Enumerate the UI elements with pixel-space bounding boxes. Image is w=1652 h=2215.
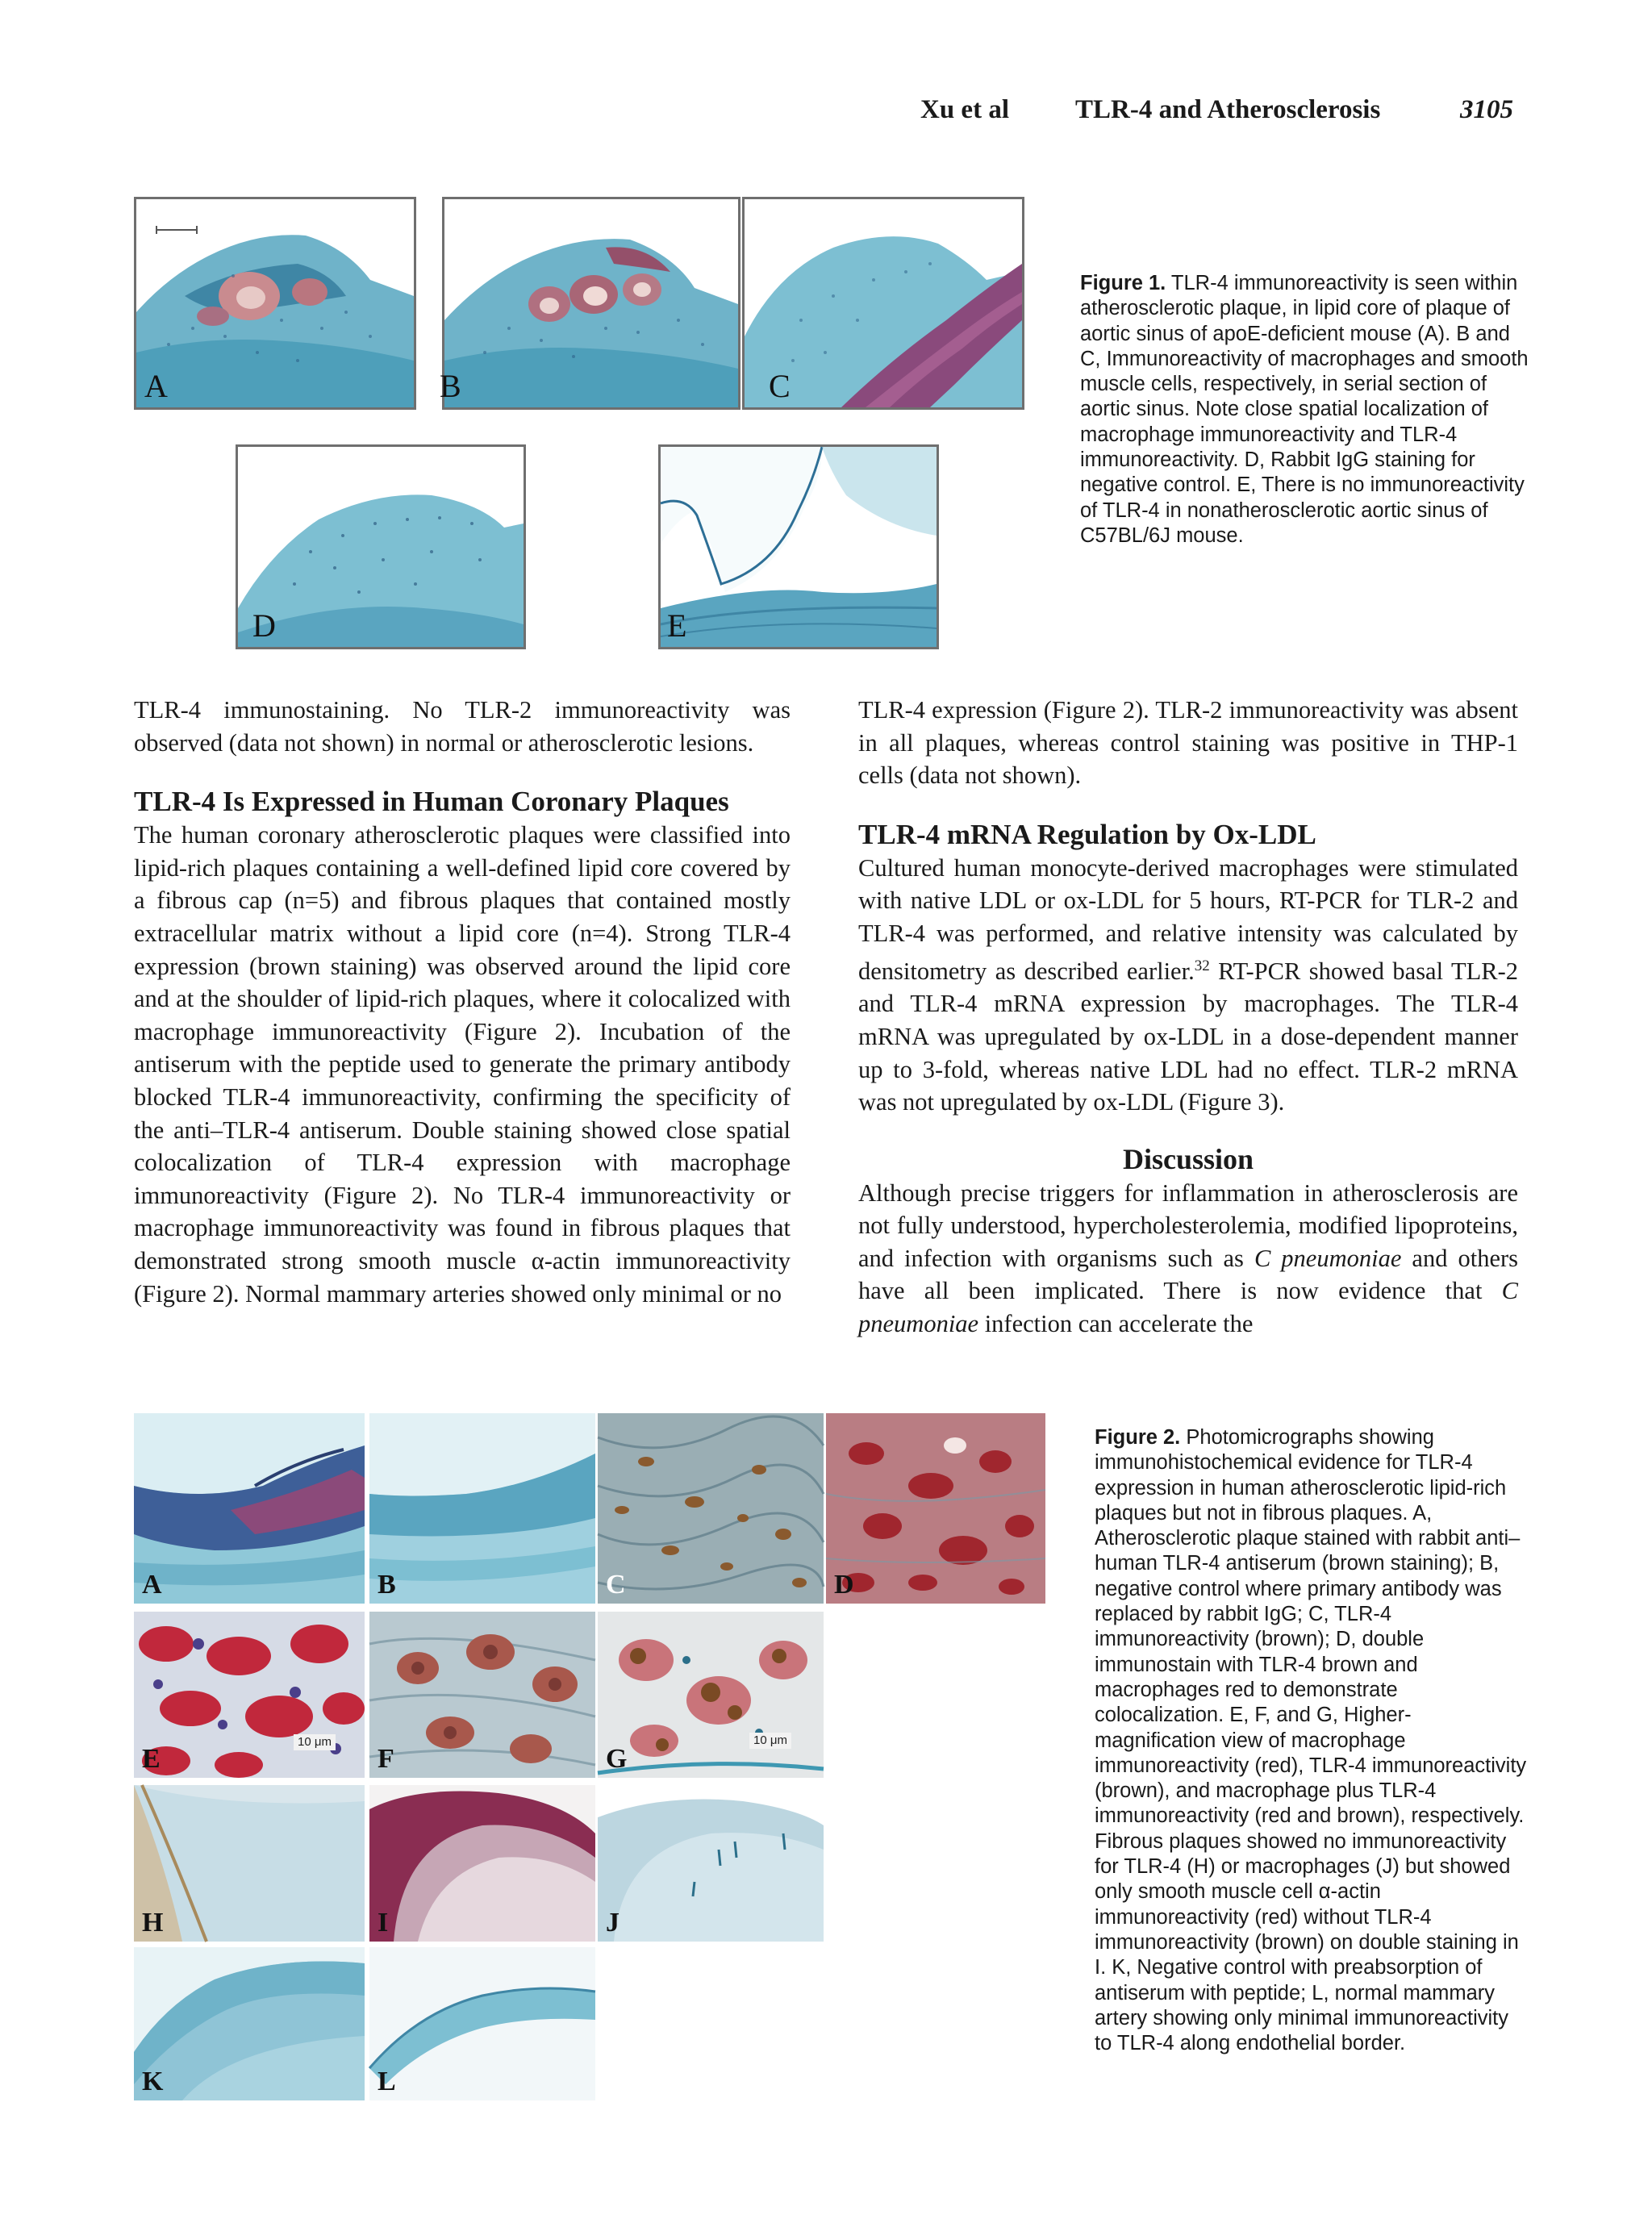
micrograph-image <box>369 1612 595 1778</box>
micrograph-image <box>134 1947 365 2100</box>
figure-2-panel-l <box>369 1947 595 2100</box>
running-header-authors: Xu et al <box>920 95 1009 124</box>
figure-1-panel-b <box>442 197 740 410</box>
figure-2-panel-d <box>826 1413 1045 1604</box>
caption-title: Figure 2. <box>1095 1426 1181 1449</box>
panel-label: D <box>252 607 276 644</box>
panel-label: D <box>834 1570 854 1600</box>
micrograph-image <box>598 1612 824 1778</box>
page-number: 3105 <box>1460 95 1513 124</box>
paragraph-text: infection can accelerate the <box>978 1310 1254 1338</box>
figure-2-panel-e <box>134 1612 365 1778</box>
panel-label: H <box>142 1908 164 1938</box>
scale-bar: 10 μm <box>749 1733 791 1749</box>
panel-label: K <box>142 2067 164 2096</box>
figure-2-panel-h <box>134 1785 365 1942</box>
panel-label: G <box>606 1744 628 1774</box>
figure-2-panel-j <box>598 1785 824 1942</box>
paragraph: TLR-4 immunostaining. No TLR-2 immunoreactivity was observed (data not shown) in normal or atherosclerotic lesions. <box>134 696 791 757</box>
paragraph: TLR-4 expression (Figure 2). TLR-2 immunoreactivity was absent in all plaques, whereas control staining was positive in THP-1 cells (data not shown). <box>858 696 1518 790</box>
panel-label: E <box>142 1744 161 1774</box>
figure-1-panel-d <box>236 444 526 649</box>
micrograph-image <box>369 1947 595 2100</box>
micrograph-image <box>598 1413 824 1604</box>
figure-1-panel-c <box>742 197 1024 410</box>
paragraph <box>858 852 1518 1119</box>
paragraph-text: Although precise triggers for inflammation in atherosclerosis are not fully understood, hypercholesterolemia, modified lipoproteins, and infection with organisms such as <box>858 1178 1518 1272</box>
panel-label: F <box>378 1744 394 1774</box>
figure-1-panel-a <box>134 197 416 410</box>
italic-organism: C pneumoniae <box>1254 1244 1402 1272</box>
right-column <box>858 694 1518 1341</box>
paragraph <box>858 1177 1518 1341</box>
figure-1-caption <box>1080 271 1532 549</box>
paragraph: The human coronary atherosclerotic plaques were classified into lipid-rich plaques containing a well-defined lipid core covered by a fibrous cap (n=5) and fibrous plaques that contained mostly extracellular matrix without a lipid core (n=4). Strong TLR-4 expression (brown staining) was observed around the lipid core and at the shoulder of lipid-rich plaques, where it colocalized with macrophage immunoreactivity (Figure 2). Incubation of the antiserum with the peptide used to generate the primary antibody blocked TLR-4 immunoreactivity, confirming the specificity of the anti–TLR-4 antiserum. Double staining showed close spatial colocalization of TLR-4 expression with macrophage immunoreactivity (Figure 2). No TLR-4 immunoreactivity or macrophage immunoreactivity was found in fibrous plaques that demonstrated strong smooth muscle α-actin immunoreactivity (Figure 2). Normal mammary arteries showed only minimal or no <box>134 821 791 1308</box>
micrograph-image <box>238 447 524 647</box>
figure-2-panel-b <box>369 1413 595 1604</box>
panel-label: A <box>142 1570 162 1600</box>
section-heading: TLR-4 mRNA Regulation by Ox-LDL <box>858 818 1316 850</box>
panel-label: I <box>378 1908 389 1938</box>
panel-label: L <box>378 2067 396 2096</box>
figure-2-panel-a <box>134 1413 365 1604</box>
panel-label: B <box>440 368 461 404</box>
panel-label: E <box>667 607 687 644</box>
figure-2-panel-k <box>134 1947 365 2100</box>
micrograph-image <box>134 1785 365 1942</box>
section-heading: TLR-4 Is Expressed in Human Coronary Plaques <box>134 786 729 818</box>
micrograph-image <box>369 1785 595 1942</box>
paragraph-text: Cultured human monocyte-derived macrophages were stimulated with native LDL or ox-LDL for 5 hours, RT-PCR for TLR-2 and TLR-4 was performed, and relative intensity was calculated by densitometry as described earlier. <box>858 853 1518 985</box>
paragraph-text: RT-PCR showed basal TLR-2 and TLR-4 mRNA expression by macrophages. The TLR-4 mRNA was upregulated by ox-LDL in a dose-dependent manner up to 3-fold, whereas native LDL had no effect. TLR-2 mRNA was not upregulated by ox-LDL (Figure 3). <box>858 957 1518 1116</box>
running-header-title: TLR-4 and Atherosclerosis <box>1075 95 1381 124</box>
micrograph-image <box>134 1612 365 1778</box>
panel-label: C <box>769 368 791 404</box>
discussion-heading: Discussion <box>1122 1142 1254 1175</box>
reference-superscript: 32 <box>1194 957 1210 974</box>
micrograph-image <box>136 199 414 407</box>
figure-2-panel-g <box>598 1612 824 1778</box>
caption-text: Photomicrographs showing immunohistochemical evidence for TLR-4 expression in human atherosclerotic lipid-rich plaques but not in fibrous plaques. A, Atherosclerotic plaque stained with rabbit anti–human TLR-4 antiserum (brown staining); B, negative control where primary antibody was replaced by rabbit IgG; C, TLR-4 immunoreactivity (brown); D, double immunostain with TLR-4 brown and macrophages red to demonstrate colocalization. E, F, and G, Higher-magnification view of macrophage immunoreactivity (red), TLR-4 immunoreactivity (brown), and macrophage plus TLR-4 immunoreactivity (red and brown), respectively. Fibrous plaques showed no immunoreactivity for TLR-4 (H) or macrophages (J) but showed only smooth muscle cell α-actin immunoreactivity (red) without TLR-4 immunoreactivity (brown) on double staining in I. K, Negative control with preabsorption of antiserum with peptide; L, normal mammary artery showing only minimal immunoreactivity to TLR-4 along endothelial border. <box>1095 1426 1527 2055</box>
figure-1-panel-e <box>658 444 939 649</box>
paragraph-text: and others have all been implicated. There is now evidence that <box>858 1244 1519 1305</box>
italic-organism: C pneumoniae <box>858 1277 1518 1338</box>
micrograph-image <box>826 1413 1045 1604</box>
panel-label: B <box>378 1570 396 1600</box>
panel-label: A <box>144 368 168 404</box>
figure-2-panel-f <box>369 1612 595 1778</box>
micrograph-image <box>598 1785 824 1942</box>
caption-title: Figure 1. <box>1080 272 1166 294</box>
caption-text: TLR-4 immunoreactivity is seen within atherosclerotic plaque, in lipid core of plaque of aortic sinus of apoE-deficient mouse (A). B and C, Immunoreactivity of macrophages and smooth muscle cells, respectively, in serial section of aortic sinus. Note close spatial localization of macrophage immunoreactivity and TLR-4 immunoreactivity. D, Rabbit IgG staining for negative control. E, There is no immunoreactivity of TLR-4 in nonatherosclerotic aortic sinus of C57BL/6J mouse. <box>1080 272 1529 547</box>
micrograph-image <box>134 1413 365 1604</box>
left-column <box>134 694 791 1310</box>
figure-2-panel-i <box>369 1785 595 1942</box>
panel-label: J <box>606 1908 620 1938</box>
panel-label: C <box>606 1570 626 1600</box>
micrograph-image <box>369 1413 595 1604</box>
scale-bar: 10 μm <box>294 1734 336 1750</box>
micrograph-image <box>661 447 937 647</box>
micrograph-image <box>444 199 738 407</box>
figure-2-caption <box>1095 1425 1530 2056</box>
figure-2-panel-c <box>598 1413 824 1604</box>
